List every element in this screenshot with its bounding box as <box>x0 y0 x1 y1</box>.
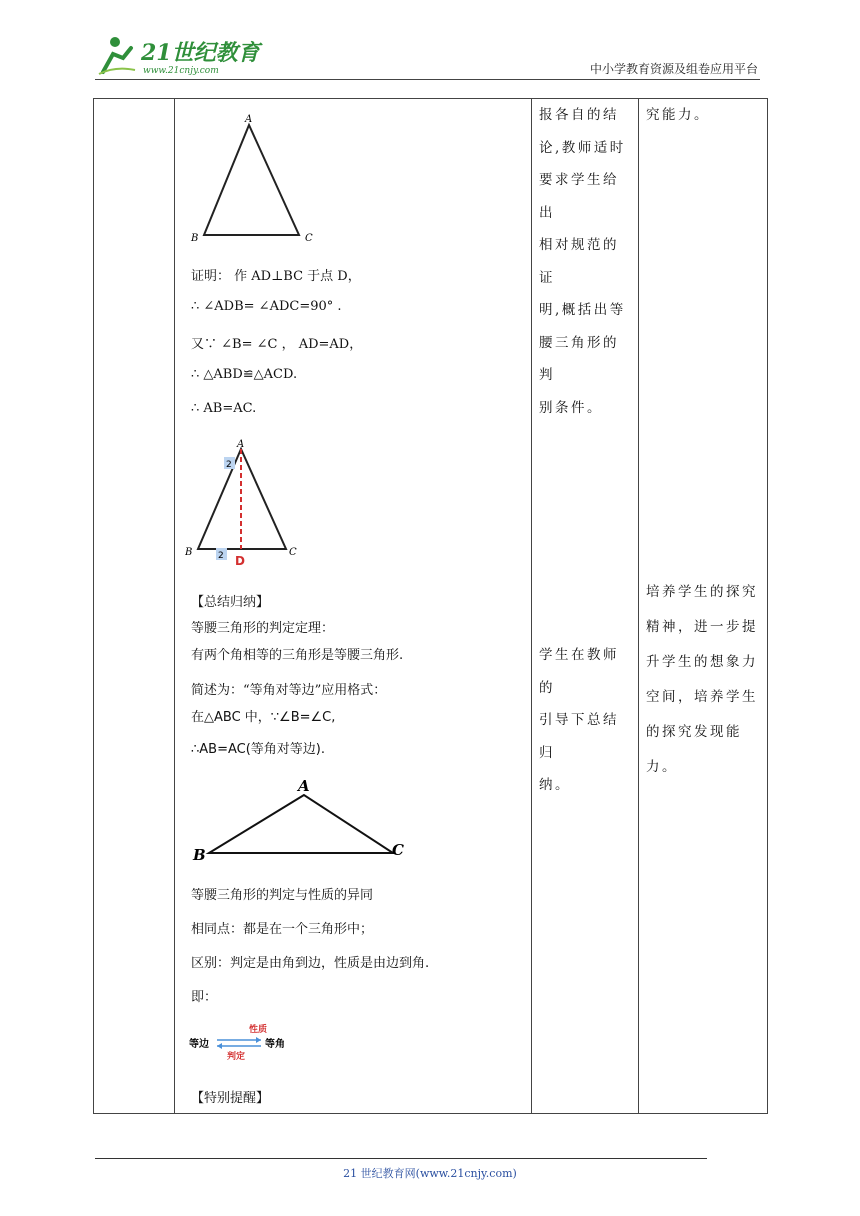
svg-text:B: B <box>193 846 206 864</box>
text-line: 升学生的想象力 <box>646 654 758 670</box>
design-intent-block-2 <box>646 575 764 785</box>
compare-line-1: 等腰三角形的判定与性质的异同 <box>191 888 374 903</box>
text-line: 相对规范的证 <box>539 237 619 286</box>
summary-line-4: 在△ABC 中，∵∠B=∠C, <box>191 710 336 725</box>
summary-line-2: 有两个角相等的三角形是等腰三角形. <box>191 648 404 663</box>
proof-line-3: 又∵ ∠B= ∠C ， AD=AD， <box>191 337 363 352</box>
svg-text:A: A <box>298 777 310 795</box>
svg-text:2: 2 <box>226 460 232 470</box>
student-activity-block-2 <box>539 639 634 802</box>
text-line: 学生在教师的 <box>539 647 619 696</box>
design-intent-block-1 <box>646 99 764 132</box>
svg-text:C: C <box>289 547 297 558</box>
summary-line-1: 等腰三角形的判定定理： <box>191 621 335 636</box>
edge-angle-diagram <box>189 1021 299 1065</box>
text-line: 要求学生给出 <box>539 172 619 221</box>
proof-line-2: ∴ ∠ADB= ∠ADC=90° . <box>191 299 342 314</box>
text-line: 的探究发现能 <box>646 724 742 740</box>
text-line: 纳。 <box>539 777 571 793</box>
compare-line-2: 相同点：都是在一个三角形中； <box>191 922 374 937</box>
lesson-table <box>93 98 768 1114</box>
triangle-figure-1 <box>189 113 319 243</box>
text-line: 引导下总结归 <box>539 712 619 761</box>
svg-text:C: C <box>305 233 313 243</box>
text-line: 培养学生的探究 <box>646 584 758 600</box>
svg-text:A: A <box>245 114 253 125</box>
summary-heading: 【总结归纳】 <box>191 595 270 610</box>
text-line: 空间，培养学生 <box>646 689 758 705</box>
svg-text:B: B <box>185 547 193 558</box>
site-logo <box>95 32 275 78</box>
platform-title: 中小学教育资源及组卷应用平台 <box>589 62 758 76</box>
student-activity-block-1 <box>539 99 634 424</box>
text-line: 力。 <box>646 759 678 775</box>
svg-text:等边: 等边 <box>189 1039 209 1050</box>
text-line: 腰三角形的判 <box>539 334 619 383</box>
page-header <box>95 32 760 80</box>
proof-line-1: 证明： 作 AD⊥BC 于点 D， <box>191 269 361 284</box>
compare-line-4: 即： <box>191 990 218 1005</box>
text-line: 论,教师适时 <box>539 139 626 156</box>
svg-text:B: B <box>191 233 199 243</box>
svg-text:等角: 等角 <box>265 1039 285 1050</box>
header-divider <box>95 79 760 80</box>
column-divider <box>531 99 532 1113</box>
footer-divider <box>95 1158 707 1159</box>
text-line: 报各自的结 <box>539 107 619 123</box>
text-line: 究能力。 <box>646 107 710 123</box>
proof-line-5: ∴ AB=AC. <box>191 401 257 416</box>
content-column <box>175 99 531 1113</box>
svg-text:21世纪教育: 21世纪教育 <box>141 40 260 66</box>
text-line: 精神，进一步提 <box>646 619 758 635</box>
svg-text:C: C <box>392 841 404 859</box>
column-divider <box>638 99 639 1113</box>
proof-line-4: ∴ △ABD≌△ACD. <box>191 367 298 382</box>
summary-line-3: 简述为：“等角对等边”应用格式： <box>191 683 387 698</box>
svg-text:A: A <box>237 439 245 450</box>
svg-text:判定: 判定 <box>227 1052 246 1062</box>
text-line: 别条件。 <box>539 399 603 416</box>
footer-text: 21 世纪教育网(www.21cnjy.com) <box>343 1167 517 1180</box>
svg-text:D: D <box>235 554 245 568</box>
triangle-figure-2 <box>185 437 315 572</box>
svg-text:2: 2 <box>218 551 224 561</box>
triangle-figure-3 <box>191 775 411 865</box>
summary-line-5: ∴AB=AC(等角对等边). <box>191 742 325 757</box>
svg-text:www.21cnjy.com: www.21cnjy.com <box>143 66 219 76</box>
svg-text:性质: 性质 <box>249 1025 268 1035</box>
reminder-heading: 【特别提醒】 <box>191 1091 270 1106</box>
text-line: 明,概括出等 <box>539 302 626 318</box>
compare-line-3: 区别：判定是由角到边，性质是由边到角. <box>191 956 430 971</box>
